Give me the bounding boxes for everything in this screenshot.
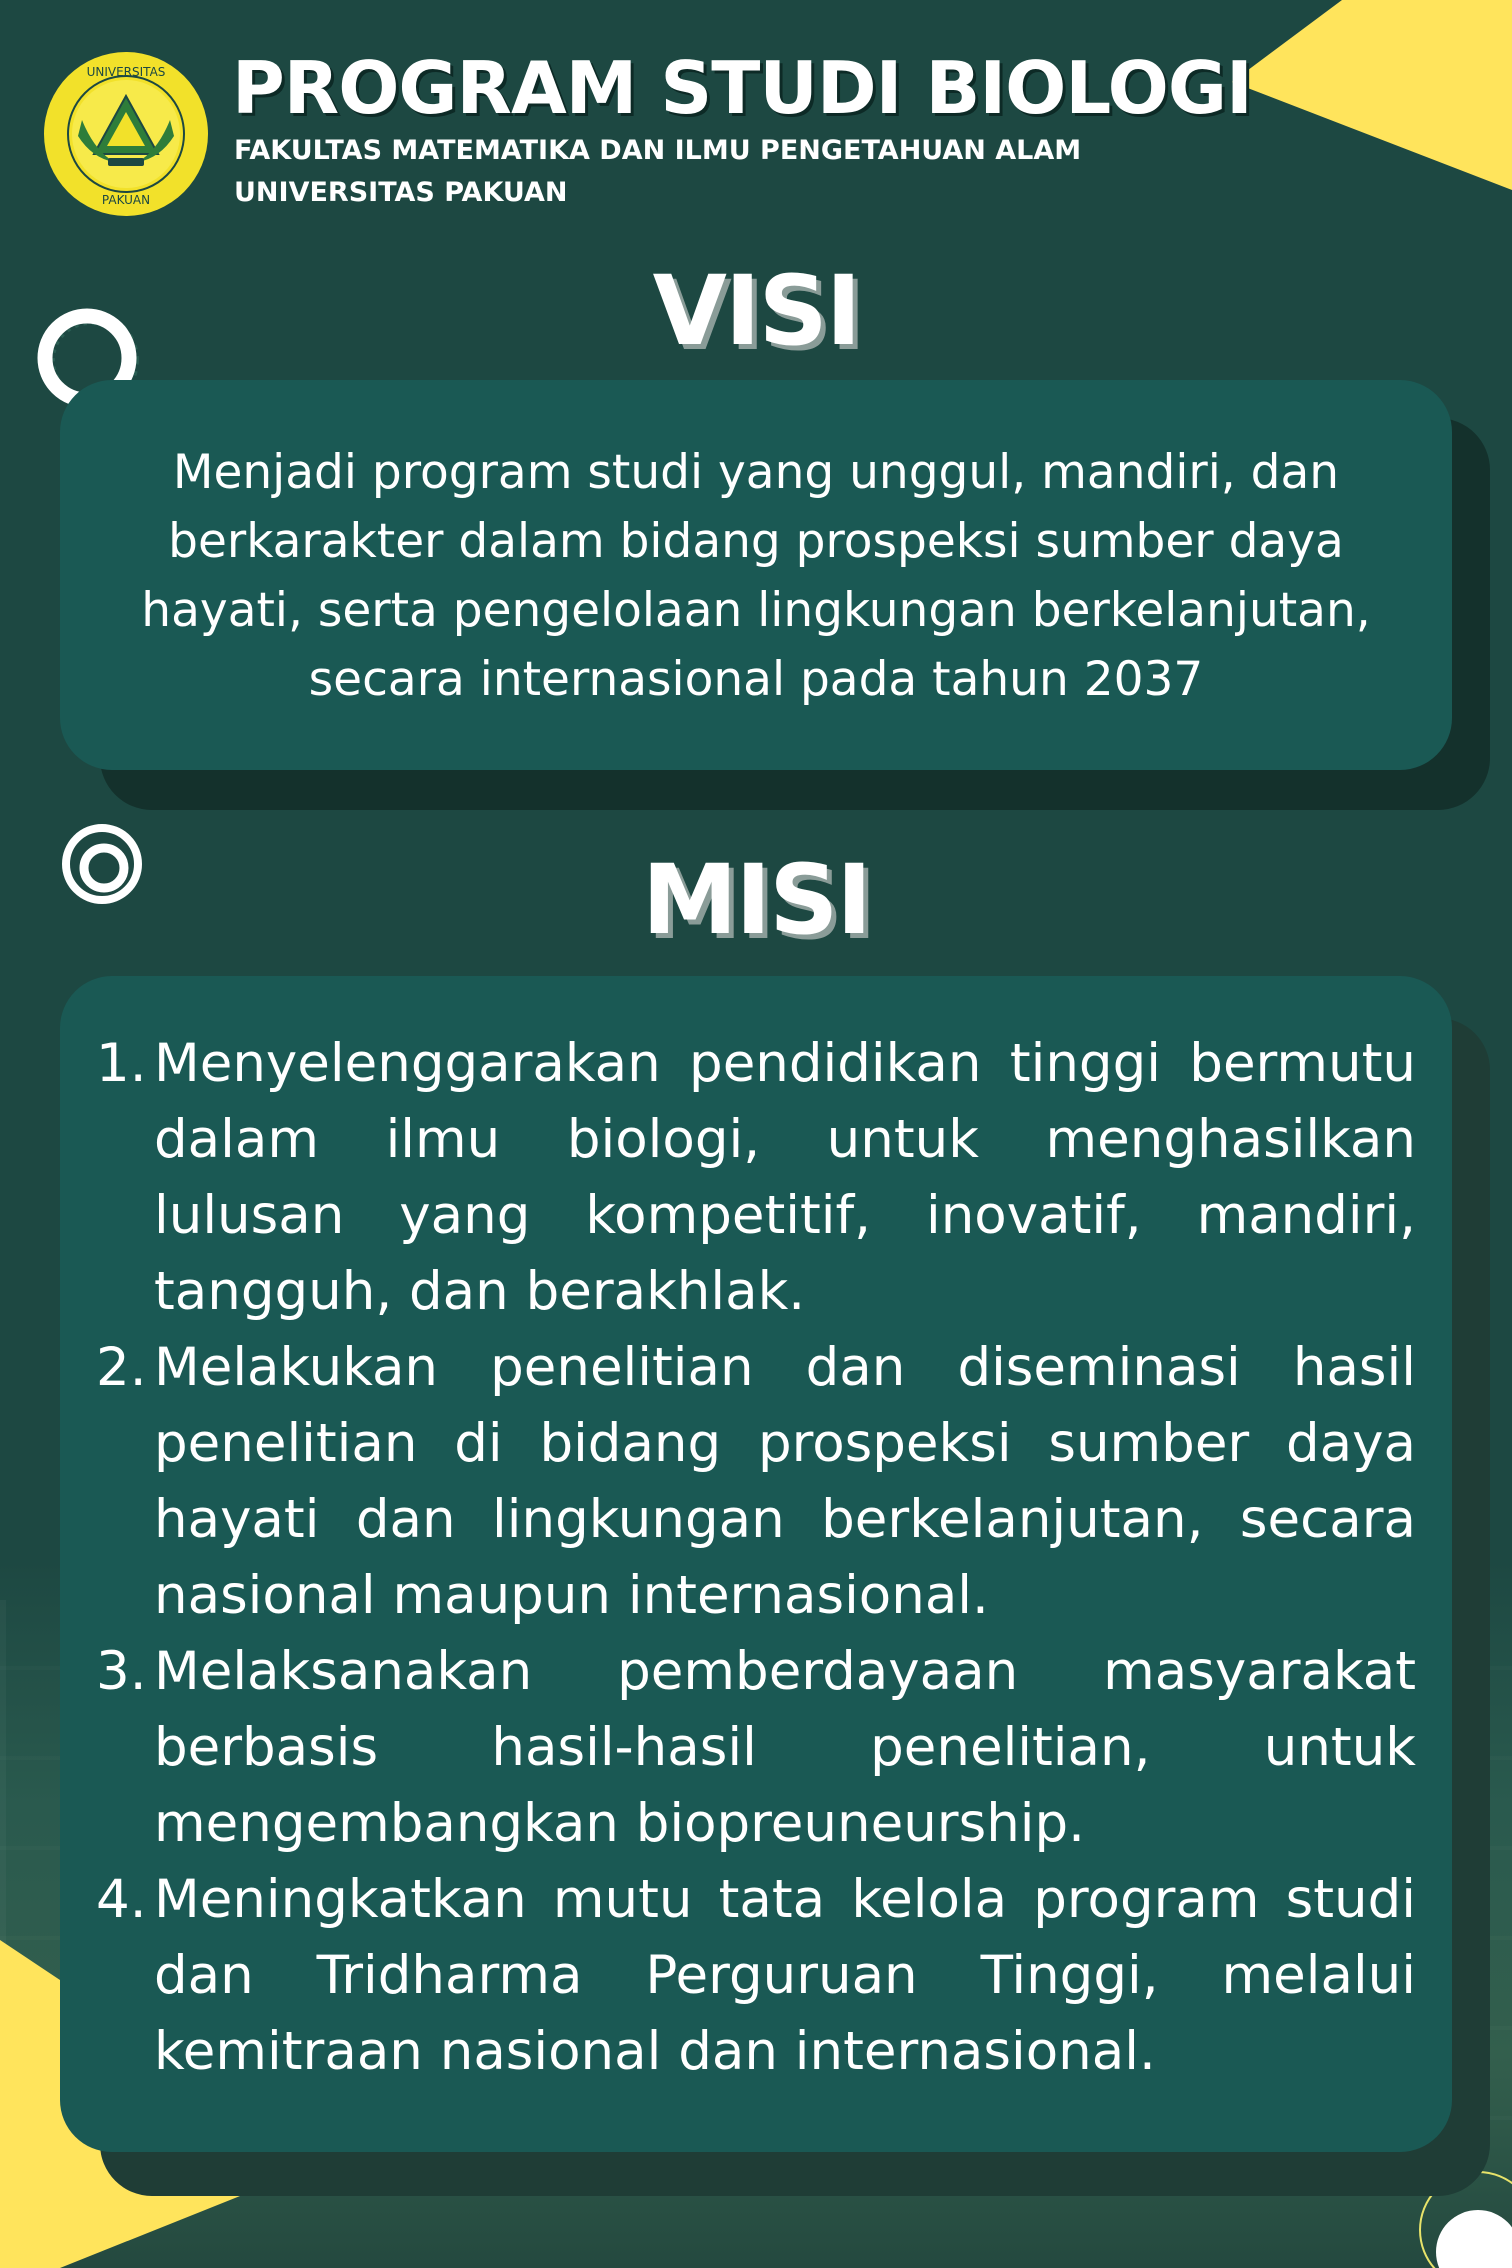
list-item — [96, 1862, 1416, 2090]
yellow-triangle-decoration — [1232, 0, 1512, 190]
misi-list — [96, 1026, 1416, 2090]
list-item-number: 4. — [96, 1869, 147, 1930]
faculty-name: FAKULTAS MATEMATIKA DAN ILMU PENGETAHUAN ALAM — [234, 135, 1082, 166]
svg-text:UNIVERSITAS: UNIVERSITAS — [86, 65, 166, 79]
list-item-number: 3. — [96, 1641, 147, 1702]
list-item — [96, 1634, 1416, 1862]
svg-text:PAKUAN: PAKUAN — [101, 193, 151, 207]
list-item-text: Melakukan penelitian dan diseminasi hasil penelitian di bidang prospeksi sumber daya hayati dan lingkungan berkelanjutan, secara nasional maupun internasional. — [154, 1337, 1416, 1626]
misi-heading: MISI — [641, 844, 871, 956]
list-item-text: Melaksanakan pemberdayaan masyarakat berbasis hasil-hasil penelitian, untuk mengembangkan biopreuneurship. — [154, 1641, 1416, 1854]
university-logo-icon — [42, 50, 210, 218]
list-item-number: 2. — [96, 1337, 147, 1398]
university-name: UNIVERSITAS PAKUAN — [234, 177, 568, 208]
list-item — [96, 1026, 1416, 1330]
visi-heading: VISI — [652, 255, 860, 367]
list-item-number: 1. — [96, 1033, 147, 1094]
list-item-text: Meningkatkan mutu tata kelola program studi dan Tridharma Perguruan Tinggi, melalui kemitraan nasional dan internasional. — [154, 1869, 1416, 2082]
list-item-text: Menyelenggarakan pendidikan tinggi bermutu dalam ilmu biologi, untuk menghasilkan lulusan yang kompetitif, inovatif, mandiri, tangguh, dan berakhlak. — [154, 1033, 1416, 1322]
visi-text: Menjadi program studi yang unggul, mandiri, dan berkarakter dalam bidang prospeksi sumber daya hayati, serta pengelolaan lingkungan berkelanjutan, secara internasional pada tahun 2037 — [141, 445, 1371, 707]
program-title: PROGRAM STUDI BIOLOGI — [232, 46, 1252, 130]
list-item — [96, 1330, 1416, 1634]
